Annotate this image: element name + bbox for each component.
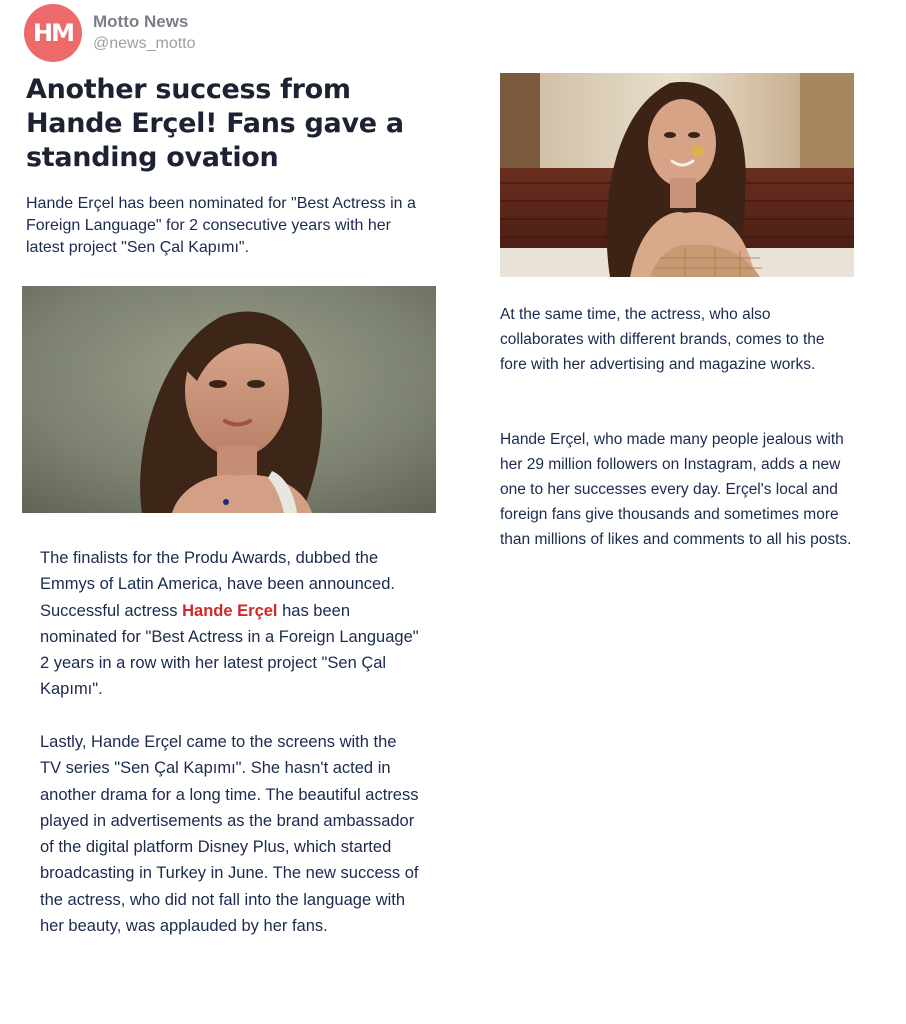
account-handle[interactable]: @news_motto: [93, 35, 196, 52]
profile-header: [24, 4, 196, 62]
highlighted-name-link[interactable]: Hande Erçel: [182, 601, 278, 620]
paragraph-1-text-start: The finalists for the Produ Awards, dubbed the Emmys of Latin America, have been announced. Successful actress: [40, 549, 395, 620]
motto-news-logo[interactable]: HM: [24, 4, 82, 62]
article-headline: Another success from Hande Erçel! Fans gave a standing ovation: [26, 74, 404, 173]
article-paragraph-3: At the same time, the actress, who also collaborates with different brands, comes to the fore with her advertising and magazine works.: [500, 306, 825, 373]
portrait-photo: [22, 286, 436, 513]
article-paragraph-4: Hande Erçel, who made many people jealous with her 29 million followers on Instagram, adds a new one to her successes every day. Erçel's local and foreign fans give thousands and sometimes more than millions of likes and comments to all his posts.: [500, 431, 852, 548]
article-paragraph-1: [40, 545, 420, 703]
profile-info: [93, 11, 196, 55]
portrait-photo-image: [22, 286, 436, 513]
article-paragraph-2: Lastly, Hande Erçel came to the screens with the TV series "Sen Çal Kapımı". She hasn't acted in another drama for a long time. The beautiful actress played in advertisements as the brand ambassador of the digital platform Disney Plus, which started broadcasting in Turkey in June. The new success of the actress, who did not fall into the language with her beauty, was applauded by her fans.: [40, 733, 419, 936]
paragraph-1-text-end: has been nominated for "Best Actress in a Foreign Language" 2 years in a row with her latest project "Sen Çal Kapımı".: [40, 601, 419, 699]
account-name[interactable]: Motto News: [93, 12, 189, 31]
interior-portrait-photo: [500, 73, 854, 277]
interior-portrait-photo-image: [500, 73, 854, 277]
article-subhead: Hande Erçel has been nominated for "Best Actress in a Foreign Language" for 2 consecutive years with her latest project "Sen Çal Kapımı".: [26, 195, 416, 256]
